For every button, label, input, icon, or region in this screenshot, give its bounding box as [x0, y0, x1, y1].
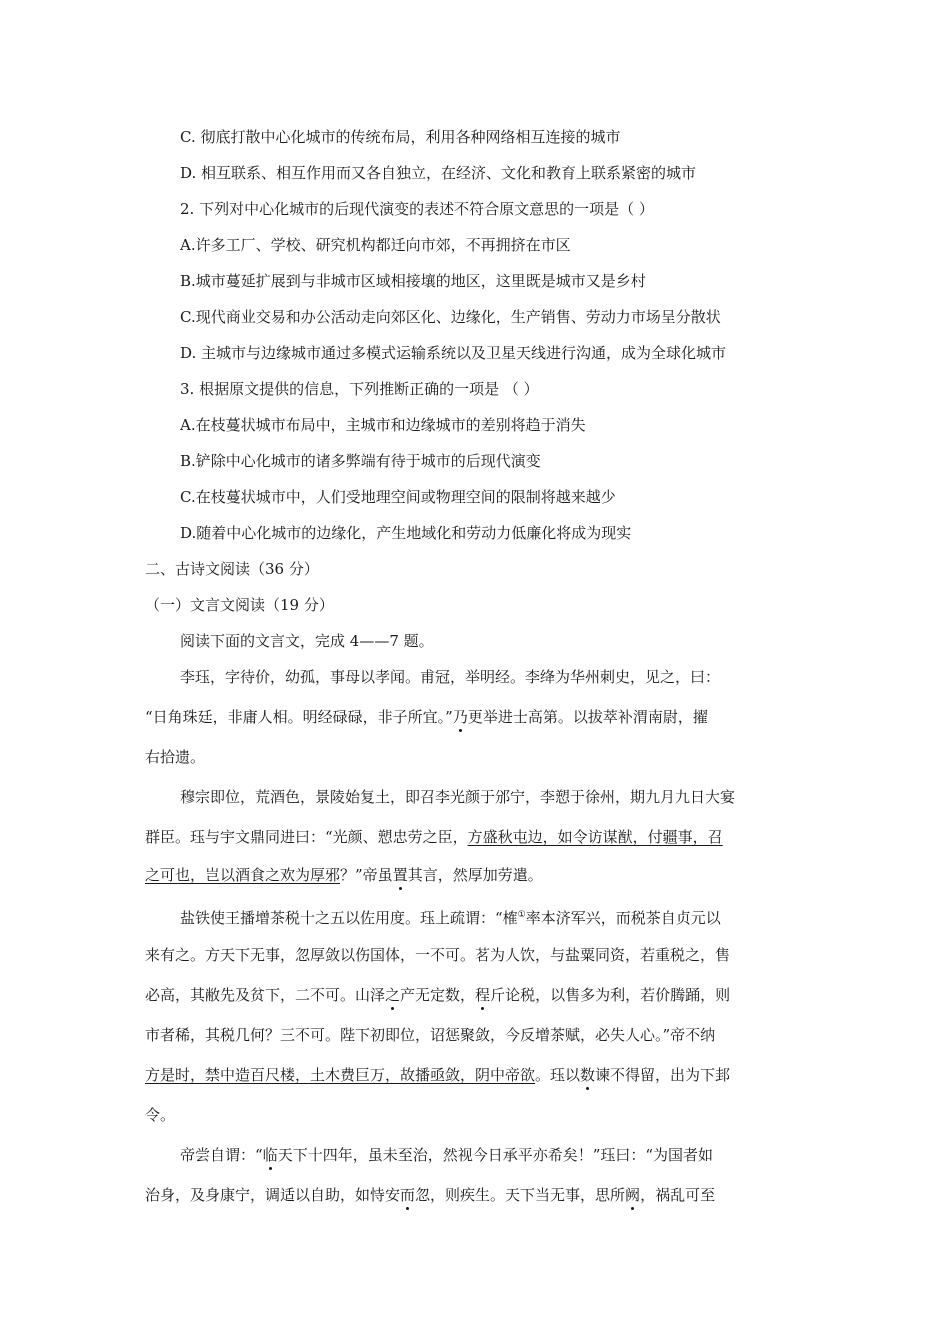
q1-option-d: D. 相互联系、相互作用而又各自独立，在经济、文化和教育上联系紧密的城市	[180, 164, 697, 182]
passage-line: 方是时，禁中造百尺楼，土木费巨万，故播亟敛，阴中帝欲。珏以数谏不得留，出为下邽	[145, 1066, 731, 1084]
instruction: 阅读下面的文言文，完成 4——7 题。	[180, 632, 434, 650]
q3-option-b: B.铲除中心化城市的诸多弊端有待于城市的后现代演变	[180, 452, 541, 470]
q3-option-d: D.随着中心化城市的边缘化，产生地域化和劳动力低廉化将成为现实	[180, 524, 632, 542]
q3-option-c: C.在枝蔓状城市中，人们受地理空间或物理空间的限制将越来越少	[180, 488, 616, 506]
passage-line: 李珏，字待价，幼孤，事母以孝闻。甫冠，举明经。李绛为华州刺史，见之，曰：	[180, 668, 721, 686]
passage-line: 帝尝自谓：“临天下十四年，虽未至治，然视今日承平亦希矣！”珏曰：“为国者如	[180, 1146, 714, 1164]
emphasis-dot-char: 乃	[452, 708, 468, 726]
q2-option-a: A.许多工厂、学校、研究机构都迁向市郊，不再拥挤在市区	[180, 236, 571, 254]
q2-option-b: B.城市蔓延扩展到与非城市区域相接壤的地区，这里既是城市又是乡村	[180, 272, 646, 290]
emphasis-dot-char: 程	[475, 986, 491, 1004]
passage-line: 市者稀，其税几何？三不可。陛下初即位，诏惩聚敛，今反增茶赋，必失人心。”帝不纳	[145, 1026, 716, 1044]
passage-line: 来有之。方天下无事，忽厚敛以伤国体，一不可。茗为人饮，与盐粟同资，若重税之，售	[145, 946, 731, 964]
q1-option-c: C. 彻底打散中心化城市的传统布局，利用各种网络相互连接的城市	[180, 128, 621, 146]
passage-line: 之可也，岂以酒食之欢为厚邪？”帝虽置其言，然厚加劳遣。	[145, 866, 543, 884]
emphasis-dot-char: 而	[400, 1186, 416, 1204]
q2-option-c: C.现代商业交易和办公活动走向郊区化、边缘化，生产销售、劳动力市场呈分散状	[180, 308, 721, 326]
passage-line: 穆宗即位，荒酒色，景陵始复土，即召李光颜于邠宁，李愬于徐州，期九月九日大宴	[180, 788, 736, 806]
passage-line: 必高，其敝先及贫下，二不可。山泽之产无定数，程斤论税，以售多为利，若价腾踊，则	[145, 986, 731, 1004]
underlined-sentence: 之可也，岂以酒食之欢为厚邪	[145, 866, 341, 884]
emphasis-dot-char: 置	[392, 866, 408, 884]
footnote-marker: ①	[517, 910, 526, 920]
emphasis-dot-char: 临	[262, 1146, 278, 1164]
section-title: 二、古诗文阅读（36 分）	[145, 560, 319, 578]
q3-option-a: A.在枝蔓状城市布局中，主城市和边缘城市的差别将趋于消失	[180, 416, 586, 434]
q3-stem: 3. 根据原文提供的信息，下列推断正确的一项是 （ ）	[180, 380, 539, 398]
passage-line: 群臣。珏与宇文鼎同进曰：“光颜、愬忠劳之臣，方盛秋屯边，如令访谋猷，付疆事，召	[145, 828, 723, 846]
passage-line: “日角珠廷，非庸人相。明经碌碌，非子所宜。”乃更举进士高第。以拔萃补渭南尉，擢	[145, 708, 708, 726]
passage-line: 治身，及身康宁，调适以自助，如恃安而忽，则疾生。天下当无事，思所阙，祸乱可至	[145, 1186, 716, 1204]
emphasis-dot-char: 阙	[625, 1186, 641, 1204]
subsection-title: （一）文言文阅读（19 分）	[145, 596, 334, 614]
underlined-sentence: 方是时，禁中造百尺楼，土木费巨万，故播亟敛，阴中帝欲	[145, 1066, 536, 1084]
q2-option-d: D. 主城市与边缘城市通过多模式运输系统以及卫星天线进行沟通，成为全球化城市	[180, 344, 727, 362]
q2-stem: 2. 下列对中心化城市的后现代演变的表述不符合原文意思的一项是（ ）	[180, 200, 654, 218]
emphasis-dot-char: 之	[385, 986, 401, 1004]
underlined-sentence: 方盛秋屯边，如令访谋猷，付疆事，召	[467, 828, 723, 846]
passage-line: 盐铁使王播增茶税十之五以佐用度。珏上疏谓：“榷①率本济军兴，而税茶自贞元以	[180, 909, 721, 927]
passage-line: 右拾遗。	[145, 748, 206, 766]
emphasis-dot-char: 数	[580, 1066, 596, 1084]
passage-line: 令。	[145, 1106, 176, 1124]
